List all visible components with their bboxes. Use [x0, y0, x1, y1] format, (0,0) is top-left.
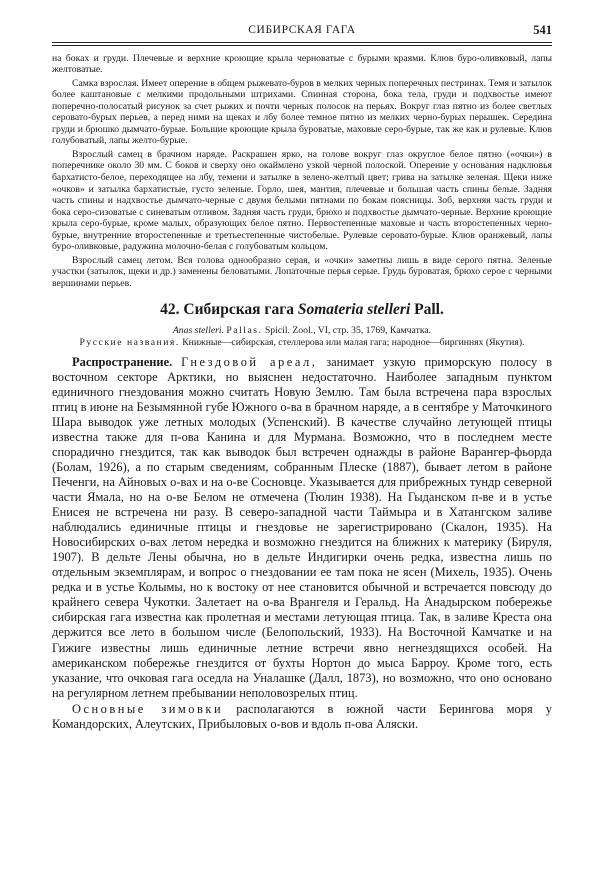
wintering-text: располагаются в южной части Берингова моря у Командорских, Алеутских, Прибыловых о-вов и вдоль п-ова Аляски.: [52, 701, 553, 731]
distribution-text: занимает узкую приморскую полосу в восточном секторе Арктики, но выяснен недостаточно. Наиболее западным пунктом единичного гнездования можно считать Новую Землю. Там была встречена пара взрослых птиц в июне на Безымянной губе Южного о-ва в брачном наряде, а в сентябре у Маточкиного Шара выводок уже летных молодых (Успенский). В качестве случайно летующей птицы известна также для п-ова Канина и для Мурмана. Возможно, что в последнем месте спорадично гнездится, так как выводок был встречен однажды в районе Варангер-фьорда (Болам, 1926), а по старым сведениям, собранным Плеске (1887), бывает летом в районе Печенги, на Айновых о-вах и на о-ве Сосновце. Указывается для прибрежных тундр северной части Ямала, но на о-ве Белом не отмечена (Тюлин 1938). На Гыданском п-ве и в устье Енисея не встречена ни разу. В северо-западной части Таймыра и в Хатангском заливе наблюдались единичные птицы и гнездовье не зарегистрировано (Скалон, 1935). На Новосибирских о-вах летом нередка и возможно гнездится на ближних к материку (Бируля, 1907). В дельте Лены обычна, но в дельте Индигирки очень редка, известна лишь по отдельным экземплярам, и вопрос о гнездовании ее там пока не ясен (Михель, 1935). Очень редка и в устье Колымы, но к востоку от нее становится обычной и встречается повсюду до крайнего севера Чукотки. Залетает на о-ва Врангеля и Геральд. На Анадырском побережье сибирская гага известна как пролетная и местами летующая птица. Так, в заливе Креста она держится все лето в большом числе (Белопольский, 1933). На Восточной Камчатке и на Гижиге известны лишь единичные летние встречи явно негнездящихся особей. На американском побережье гнездится от бухты Нортон до мыса Барроу. Кроме того, есть указание, что очковая гага оседла на Уналашке (Далл, 1873), но возможно, что оно основано на регулярном летнем пребывании неполовозрелых птиц.: [52, 354, 552, 700]
description-paragraph: на боках и груди. Плечевые и верхние кроющие крыла черноватые с бурыми краями. Клюв буро-оливковый, лапы желтоватые.: [52, 52, 552, 76]
species-latin-name: Somateria stelleri: [297, 301, 411, 319]
synonym-line: [52, 325, 552, 337]
distribution-section: [52, 355, 552, 732]
distribution-heading: Распространение.: [72, 354, 173, 369]
page-number: 541: [533, 23, 552, 37]
species-author: Pall.: [414, 301, 444, 319]
species-number-name: 42. Сибирская гага: [160, 301, 294, 319]
header-rule: [52, 42, 552, 46]
page: [52, 22, 552, 732]
previous-species-description: [52, 53, 552, 290]
running-header: [52, 22, 552, 42]
synonym-reference: Spicil. Zool., VI, стр. 35, 1769, Камчатка.: [264, 325, 432, 337]
description-paragraph: Взрослый самец летом. Вся голова однообразно серая, и «очки» заметны лишь в виде серого пятна. Зеленые участки (затылок, щеки и др.) заменены беловатыми. Лопаточные перья серые. Грудь буроватая, брюхо серое с черными вершинами перьев.: [52, 254, 552, 289]
running-title: СИБИРСКАЯ ГАГА: [248, 24, 356, 36]
synonym-author: Pallas.: [226, 325, 263, 337]
wintering-paragraph: [52, 702, 552, 732]
synonym-latin: Anas stelleri.: [172, 325, 224, 337]
russian-names-line: [52, 337, 552, 349]
russian-names-text: Книжные—сибирская, стеллерова или малая гага; народное—биргиннях (Якутия).: [182, 337, 525, 349]
description-paragraph: Самка взрослая. Имеет оперение в общем рыжевато-буров в мелких черных поперечных пестринах. Темя и затылок более каштановые с мелкими продольными штрихами. Спинная сторона, бока тела, груди и подхвостье имеют поперечно-полосатый рисунок за счет рыжих и почти черных полосок на перьях. Вокруг глаз пятно из более светлых серовато-бурых перьев, а перед ними на щеках и лбу более темное пятно из мелких черно-бурых перышек. Середина груди и брюшко дымчато-бурые. Большие кроющие крыла буроватые, маховые серо-бурые, так же как и рулевые. Клюв голубоватый, лапы желто-бурые.: [52, 77, 552, 147]
breeding-range-label: Гнездовой ареал,: [181, 354, 318, 369]
wintering-label: Основные зимовки: [72, 701, 224, 716]
species-heading: [52, 301, 552, 319]
distribution-paragraph: [52, 355, 552, 701]
synonymy-block: [52, 325, 552, 348]
russian-names-label: Русские названия.: [79, 337, 180, 349]
description-paragraph: Взрослый самец в брачном наряде. Раскрашен ярко, на голове вокруг глаз округлое белое пятно («очки») в поперечнике около 30 мм. С боков и сверху оно окаймлено узкой черной полоской. Оперение у основания надклювья бархатисто-белое, переходящее на лбу, темени и затылке в зелено-желтый цвет; грива на затылке зеленая. Щеки ниже «очков» и затылка бархатистые, густо зеленые. Горло, шея, мантия, плечевые и большая часть спины белые. Задняя часть спины и надхвостье дымчато-черные с двумя белыми пятнами по бокам поясницы. Зоб, верхняя часть груди и бока серо-сизоватые с синеватым отливом. Задняя часть груди, брюхо и подхвостье дымчато-черные. Верхние кроющие крыла серо-бурые, кроме малых, образующих белое пятно. Первостепенные маховые и часть второстепенных черно-бурые, внутренние второстепенные и третьестепенные чистобелые. Рулевые серовато-бурые. Клюв оранжевый, лапы буро-оливковые, радужина молочно-белая с голубоватым кольцом.: [52, 148, 552, 253]
